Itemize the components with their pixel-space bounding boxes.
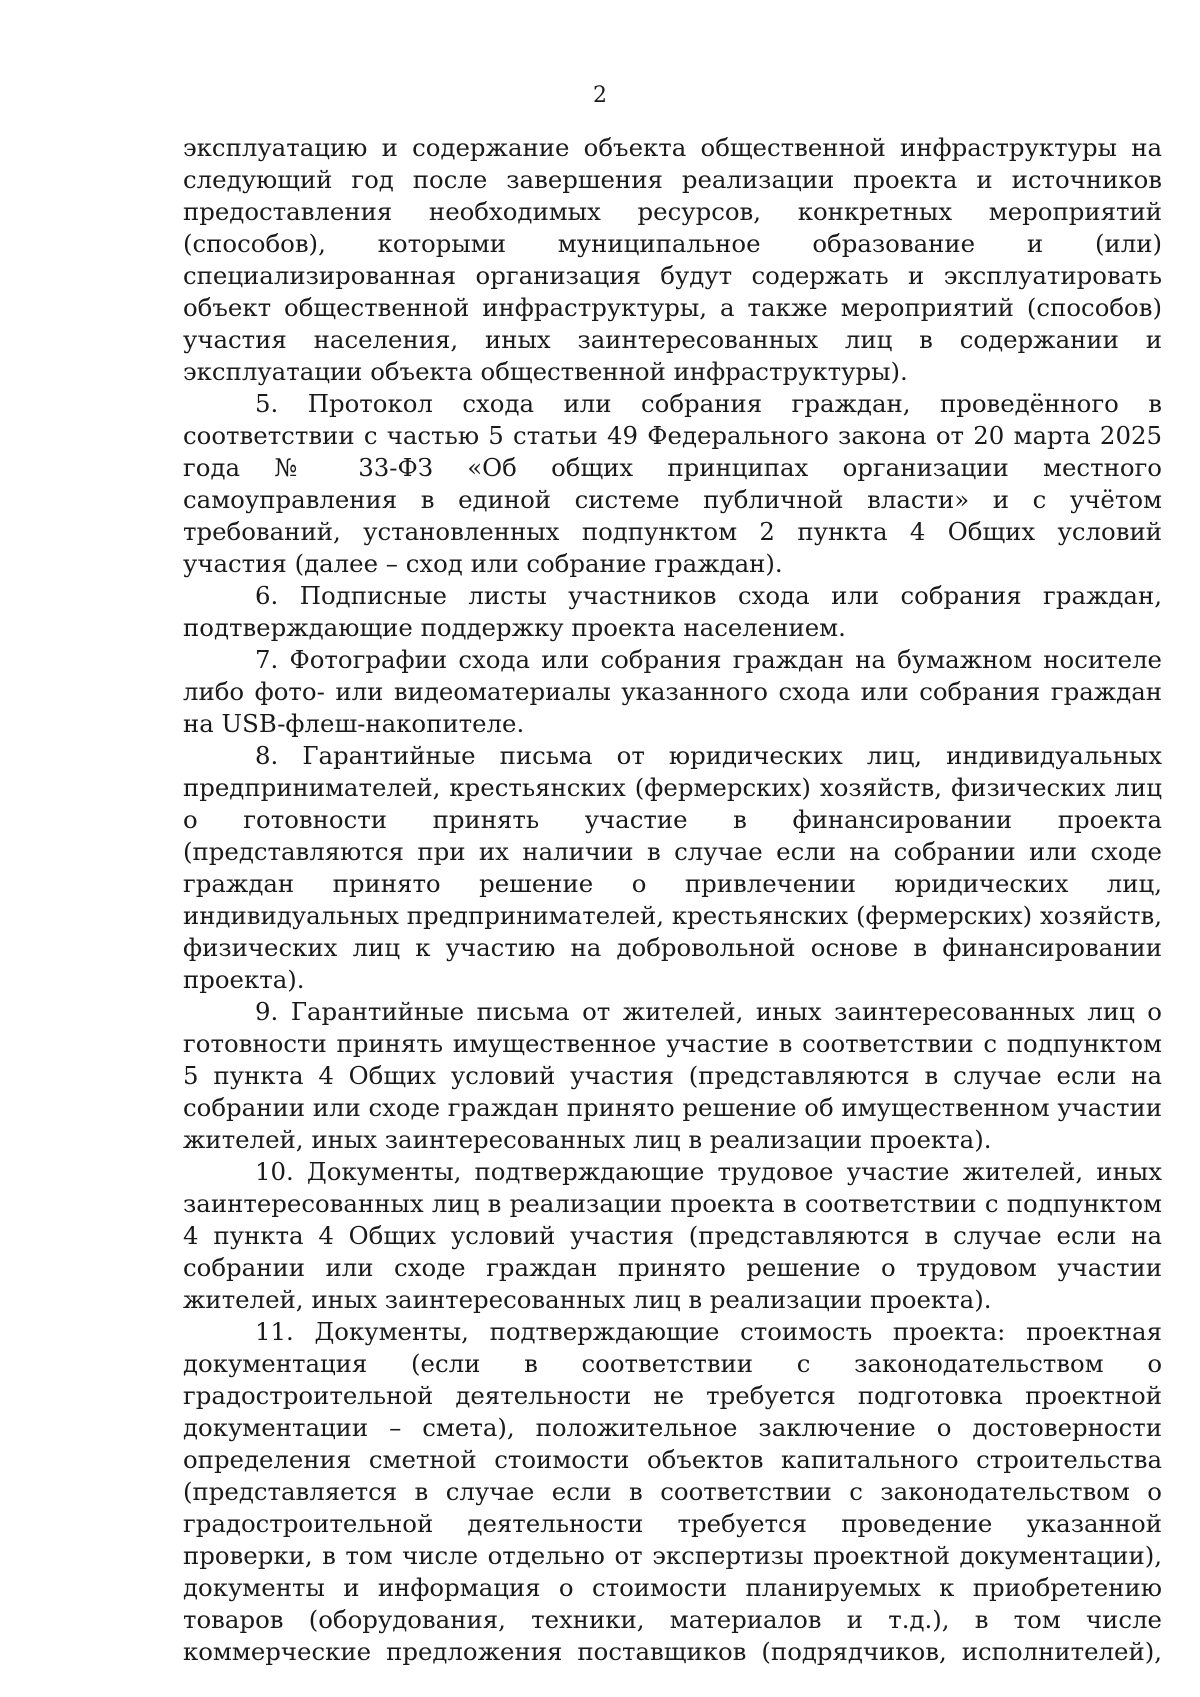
paragraph-item-11: 11. Документы, подтверждающие стоимость проекта: проектная документация (если в соответствии с законодательством о градостроительной деятельности не требуется подготовка проектной документации – смета), положительное заключение о достоверности определения сметной стоимости объектов капитального строительства (представляется в случае если в соответствии с законодательством о градостроительной деятельности требуется проведение указанной проверки, в том числе отдельно от экспертизы проектной документации), документы и информация о стоимости планируемых к приобретению товаров (оборудования, техники, материалов и т.д.), в том числе коммерческие предложения поставщиков (подрядчиков, исполнителей), bbox=[183, 1317, 1162, 1666]
paragraph-item-6: 6. Подписные листы участников схода или собрания граждан, подтверждающие поддержку проекта населением. bbox=[183, 581, 1162, 642]
paragraph-item-10: 10. Документы, подтверждающие трудовое участие жителей, иных заинтересованных лиц в реализации проекта в соответствии с подпунктом 4 пункта 4 Общих условий участия (представляются в случае если на собрании или сходе граждан принято решение о трудовом участии жителей, иных заинтересованных лиц в реализации проекта). bbox=[183, 1157, 1162, 1314]
document-body bbox=[183, 132, 1162, 1668]
paragraph-item-7: 7. Фотографии схода или собрания граждан на бумажном носителе либо фото- или видеоматериалы указанного схода или собрания граждан на USB-флеш-накопителе. bbox=[183, 645, 1162, 738]
paragraph-item-5: 5. Протокол схода или собрания граждан, проведённого в соответствии с частью 5 статьи 49 Федерального закона от 20 марта 2025 года № 33-ФЗ «Об общих принципах организации местного самоуправления в единой системе публичной власти» и с учётом требований, установленных подпунктом 2 пункта 4 Общих условий участия (далее – сход или собрание граждан). bbox=[183, 389, 1162, 578]
paragraph-continuation: эксплуатацию и содержание объекта общественной инфраструктуры на следующий год после завершения реализации проекта и источников предоставления необходимых ресурсов, конкретных мероприятий (способов), которыми муниципальное образование и (или) специализированная организация будут содержать и эксплуатировать объект общественной инфраструктуры, а также мероприятий (способов) участия населения, иных заинтересованных лиц в содержании и эксплуатации объекта общественной инфраструктуры). bbox=[183, 133, 1162, 386]
page-number: 2 bbox=[593, 83, 607, 108]
paragraph-item-8: 8. Гарантийные письма от юридических лиц, индивидуальных предпринимателей, крестьянских (фермерских) хозяйств, физических лиц о готовности принять участие в финансировании проекта (представляются при их наличии в случае если на собрании или сходе граждан принято решение о привлечении юридических лиц, индивидуальных предпринимателей, крестьянских (фермерских) хозяйств, физических лиц к участию на добровольной основе в финансировании проекта). bbox=[183, 741, 1162, 994]
paragraph-item-9: 9. Гарантийные письма от жителей, иных заинтересованных лиц о готовности принять имущественное участие в соответствии с подпунктом 5 пункта 4 Общих условий участия (представляются в случае если на собрании или сходе граждан принято решение об имущественном участии жителей, иных заинтересованных лиц в реализации проекта). bbox=[183, 997, 1163, 1154]
